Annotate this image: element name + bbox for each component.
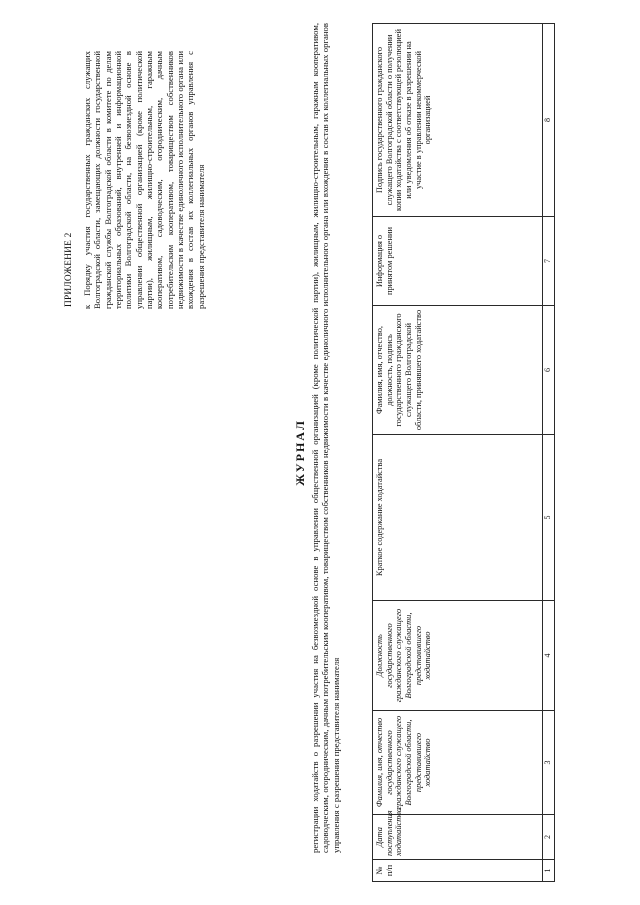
header-cell-signature: Подпись государственного гражданского служащего Волгоградской области о получении копии ходатайства с соответствующей резолюцией или уведомления об отказе в разрешении на участие в управлении некоммерческой организацией (373, 24, 543, 217)
column-number: 3 (543, 711, 555, 815)
header-cell-date: Дата поступления ходатайства (373, 815, 543, 860)
column-number: 8 (543, 24, 555, 217)
column-number: 2 (543, 815, 555, 860)
appendix-title: ПРИЛОЖЕНИЕ 2 (64, 232, 74, 307)
journal-description: регистрации ходатайств о разрешении участия на безвозмездной основе в управлении общественной организацией (кроме политической партии), жилищным, жилищно-строительным, гаражным кооперативом, садоводческим, огородническим, дачным потребительским кооперативом, товариществом собственников недвижимости в качестве единоличного исполнительного органа или вхождения в состав их коллегиальных органов управления с разрешения представителя нанимателя (310, 23, 341, 853)
column-number: 5 (543, 435, 555, 601)
journal-table (372, 23, 555, 882)
table-header-row (373, 24, 543, 882)
header-cell-number: № п/п (373, 860, 543, 882)
appendix-note: к Порядку участия государственных гражданских служащих Волгоградской области, замещающих должности государственной гражданской службы Волгоградской области в комитете по делам территориальных образований, внутренней и информационной политики Волгоградской области, на безвозмездной основе в управлении общественной организацией (кроме политической партии), жилищным, жилищно-строительным, гаражным кооперативом, садоводческим, огородническим, дачным потребительским кооперативом, товариществом собственников недвижимости в качестве единоличного исполнительного органа или вхождения в состав их коллегиальных органов управления с разрешения представителя нанимателя (82, 51, 206, 309)
header-cell-receiver: Фамилия, имя, отчество, должность, подпись государственного гражданского служащего Волгоградской области, принявшего ходатайство (373, 306, 543, 435)
journal-title: ЖУРНАЛ (293, 419, 307, 486)
header-cell-employee-position: Должность государственного гражданского служащего Волгоградской области, представившего ходатайство (373, 601, 543, 711)
column-number: 1 (543, 860, 555, 882)
header-cell-employee-name: Фамилия, имя, отчество государственного гражданского служащего Волгоградской области, представившего ходатайство (373, 711, 543, 815)
table-number-row (543, 24, 555, 882)
column-number: 4 (543, 601, 555, 711)
column-number: 7 (543, 217, 555, 306)
header-cell-summary: Краткое содержание ходатайства (373, 435, 543, 601)
header-cell-decision: Информация о принятом решении (373, 217, 543, 306)
column-number: 6 (543, 306, 555, 435)
